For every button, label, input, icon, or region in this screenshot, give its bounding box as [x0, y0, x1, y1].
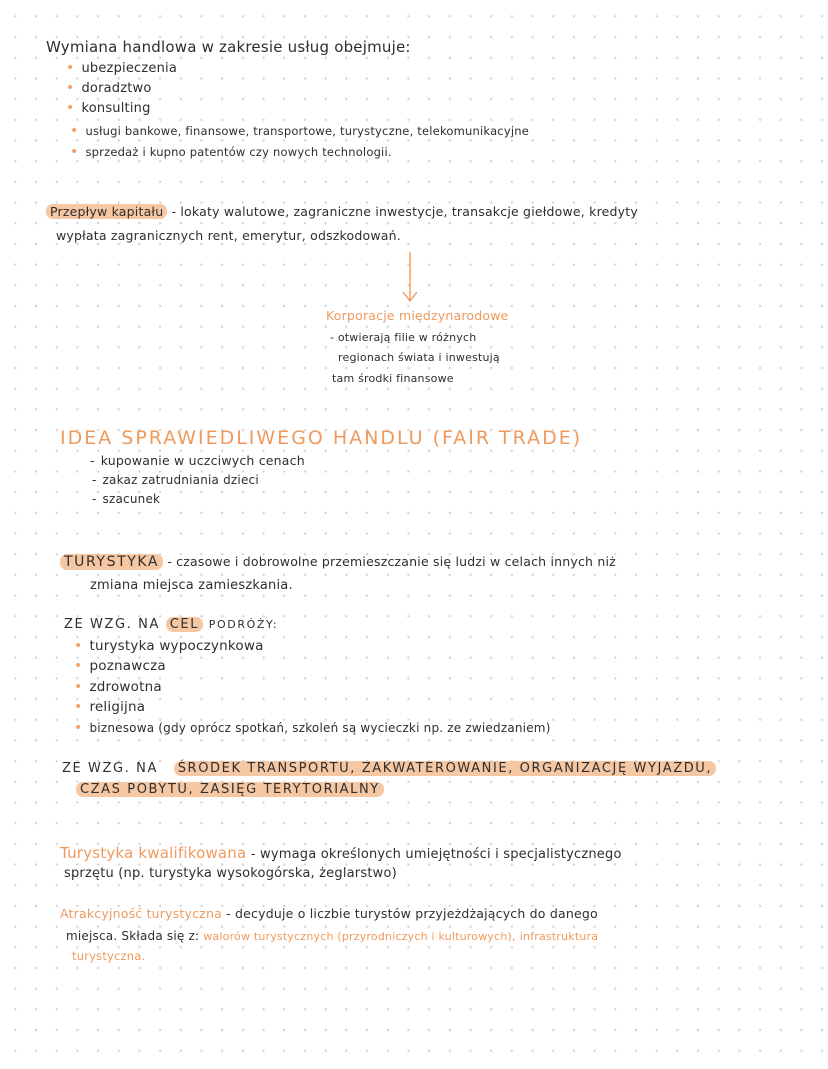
tourism-def-2: zmiana miejsca zamieszkania.	[90, 578, 293, 593]
corp-line: tam środki finansowe	[332, 372, 454, 385]
intro-item: • sprzedaż i kupno patentów czy nowych technologii.	[70, 144, 392, 160]
qualified-line-1	[60, 844, 622, 862]
goal-item: • biznesowa (gdy oprócz spotkań, szkoleń są wycieczki np. ze zwiedzaniem)	[74, 720, 551, 736]
fairtrade-item: - kupowanie w uczciwych cenach	[90, 453, 305, 468]
qualified-def-2: sprzętu (np. turystyka wysokogórska, żeglarstwo)	[64, 866, 397, 881]
criteria-terms-2: CZAS POBYTU, ZASIĘG TERYTORIALNY	[76, 782, 384, 797]
tourism-def-1: - czasowe i dobrowolne przemieszczanie się ludzi w celach innych niż	[167, 554, 616, 569]
corp-line: regionach świata i inwestują	[338, 351, 500, 364]
attractiveness-values: walorów turystycznych (przyrodniczych i kulturowych),	[203, 930, 516, 943]
criteria-terms-1: ŚRODEK TRANSPORTU, ZAKWATEROWANIE, ORGANIZACJĘ WYJAZDU,	[174, 761, 716, 776]
fairtrade-item: - szacunek	[92, 492, 160, 506]
goal-term: CEL	[166, 617, 203, 632]
capital-def-2: wypłata zagranicznych rent, emerytur, odszkodowań.	[56, 228, 401, 243]
goal-item: • turystyka wypoczynkowa	[74, 638, 264, 654]
fairtrade-item: - zakaz zatrudniania dzieci	[92, 473, 259, 487]
attractiveness-def-2-prefix: miejsca. Składa się z:	[66, 929, 200, 943]
criteria-prefix: ZE WZG. NA	[62, 761, 158, 776]
goal-prefix: ZE WZG. NA	[64, 617, 160, 632]
criteria-line-1	[62, 761, 716, 776]
goal-item: • zdrowotna	[74, 679, 162, 695]
attractiveness-term: Atrakcyjność turystyczna	[60, 906, 222, 921]
attractiveness-def-3: turystyczna.	[72, 949, 146, 963]
fairtrade-title: IDEA SPRAWIEDLIWEGO HANDLU (FAIR TRADE)	[60, 427, 583, 449]
intro-item: • usługi bankowe, finansowe, transportowe, turystyczne, telekomunikacyjne	[70, 123, 529, 139]
qualified-term: Turystyka kwalifikowana	[60, 844, 247, 862]
tourism-line-1	[60, 554, 616, 570]
goal-item: • religijna	[74, 699, 145, 715]
intro-title: Wymiana handlowa w zakresie usług obejmuje:	[46, 38, 411, 56]
corp-title: Korporacje międzynarodowe	[326, 308, 509, 323]
corp-line: - otwierają filie w różnych	[330, 331, 477, 344]
intro-item: • ubezpieczenia	[66, 60, 177, 76]
capital-term: Przepływ kapitału	[46, 204, 167, 219]
attractiveness-def-1: - decyduje o liczbie turystów przyjeżdżających do danego	[226, 906, 598, 921]
intro-item: • doradztwo	[66, 80, 152, 96]
goal-heading	[64, 617, 278, 632]
attractiveness-line-2	[66, 929, 598, 943]
tourism-term: TURYSTYKA	[60, 554, 163, 570]
criteria-line-2	[76, 782, 384, 797]
capital-def-1: - lokaty walutowe, zagraniczne inwestycje, transakcje giełdowe, kredyty	[171, 204, 638, 219]
qualified-def-1: - wymaga określonych umiejętności i specjalistycznego	[250, 847, 622, 862]
attractiveness-line-1	[60, 906, 598, 921]
intro-item: • konsulting	[66, 100, 151, 116]
capital-line-1	[46, 204, 638, 219]
goal-item: • poznawcza	[74, 658, 166, 674]
goal-suffix: PODRÓŻY:	[208, 618, 279, 631]
attractiveness-infra: infrastruktura	[519, 930, 599, 943]
arrow-down-icon	[400, 250, 420, 306]
